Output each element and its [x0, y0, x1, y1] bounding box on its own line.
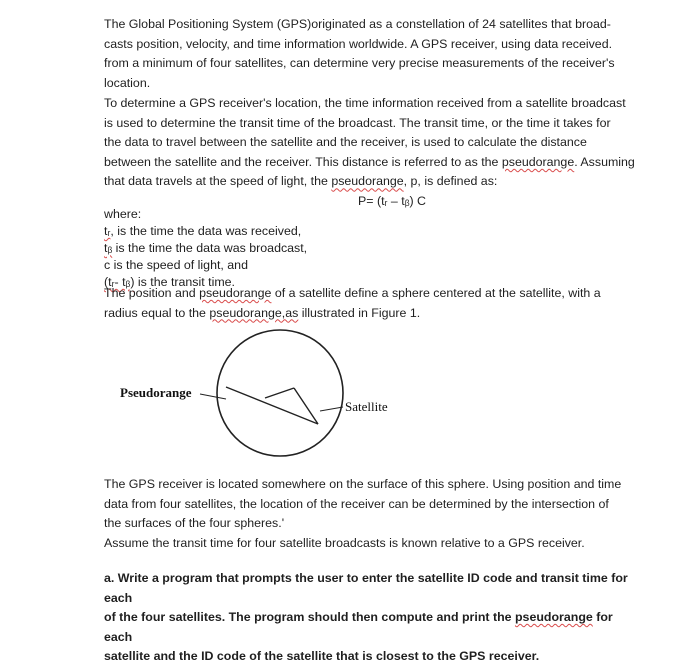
intro-line: location. — [104, 75, 151, 90]
task-line: satellite and the ID code of the satellite that is closest to the GPS receiver. — [104, 649, 540, 664]
definition-c: c is the speed of light, and — [104, 258, 248, 272]
spellcheck-term: pseudorange,as — [209, 305, 299, 320]
spellcheck-term: pseudorange — [331, 174, 404, 189]
task-line: of the four satellites. The program should then compute and print the pseudorange for each — [104, 610, 613, 644]
receiver-line: the surfaces of the four spheres.' — [104, 516, 285, 531]
receiver-line: data from four satellites, the location of the receiver can be determined by the intersection of — [104, 496, 609, 511]
where-label: where: — [104, 207, 142, 221]
location-line: is used to determine the transit time of the broadcast. The transit time, or the time it takes for — [104, 115, 611, 130]
receiver-paragraph — [104, 475, 640, 553]
location-line: that data travels at the speed of light, the pseudorange, p, is defined as: — [104, 174, 498, 189]
location-line: between the satellite and the receiver. This distance is referred to as the pseudorange. Assuming — [104, 154, 635, 169]
pseudorange-label: Pseudorange — [120, 385, 192, 400]
intro-line: The Global Positioning System (GPS)originated as a constellation of 24 satellites that broad- — [104, 17, 611, 31]
intro-line: from a minimum of four satellites, can determine very precise measurements of the receiver's — [104, 56, 615, 71]
location-line: To determine a GPS receiver's location, the time information received from a satellite broadcast — [104, 96, 626, 110]
satellite-label: Satellite — [345, 399, 388, 414]
spellcheck-term: pseudorange — [514, 610, 593, 625]
pseudorange-leader-line — [200, 394, 226, 399]
definition-tb: tᵦ is the time the data was broadcast, — [104, 241, 308, 255]
spellcheck-term: pseudorange — [199, 286, 272, 300]
task-paragraph — [104, 569, 640, 667]
pseudorange-formula: P= (tᵣ – tᵦ) C — [358, 193, 426, 208]
satellite-leader-line — [320, 407, 343, 411]
sphere-line: The position and pseudorange of a satellite define a sphere centered at the satellite, with a — [104, 286, 601, 300]
spellcheck-term: pseudorange — [501, 154, 575, 169]
receiver-line: The GPS receiver is located somewhere on the surface of this sphere. Using position and time — [104, 477, 622, 491]
receiver-line: Assume the transit time for four satellite broadcasts is known relative to a GPS receiver. — [104, 535, 585, 550]
definition-tr: tᵣ, is the time the data was received, — [104, 224, 302, 238]
radius-line — [265, 388, 294, 398]
radius-line — [226, 387, 318, 424]
intro-line: casts position, velocity, and time information worldwide. A GPS receiver, using data received. — [104, 36, 613, 51]
location-line: the data to travel between the satellite and the receiver, is used to calculate the distance — [104, 135, 587, 150]
definition-transit: (tᵣ- tᵦ) is the transit time. — [104, 275, 235, 289]
task-line: a. Write a program that prompts the user to enter the satellite ID code and transit time for each — [104, 571, 628, 605]
sphere-line: radius equal to the pseudorange,as illustrated in Figure 1. — [104, 305, 421, 320]
